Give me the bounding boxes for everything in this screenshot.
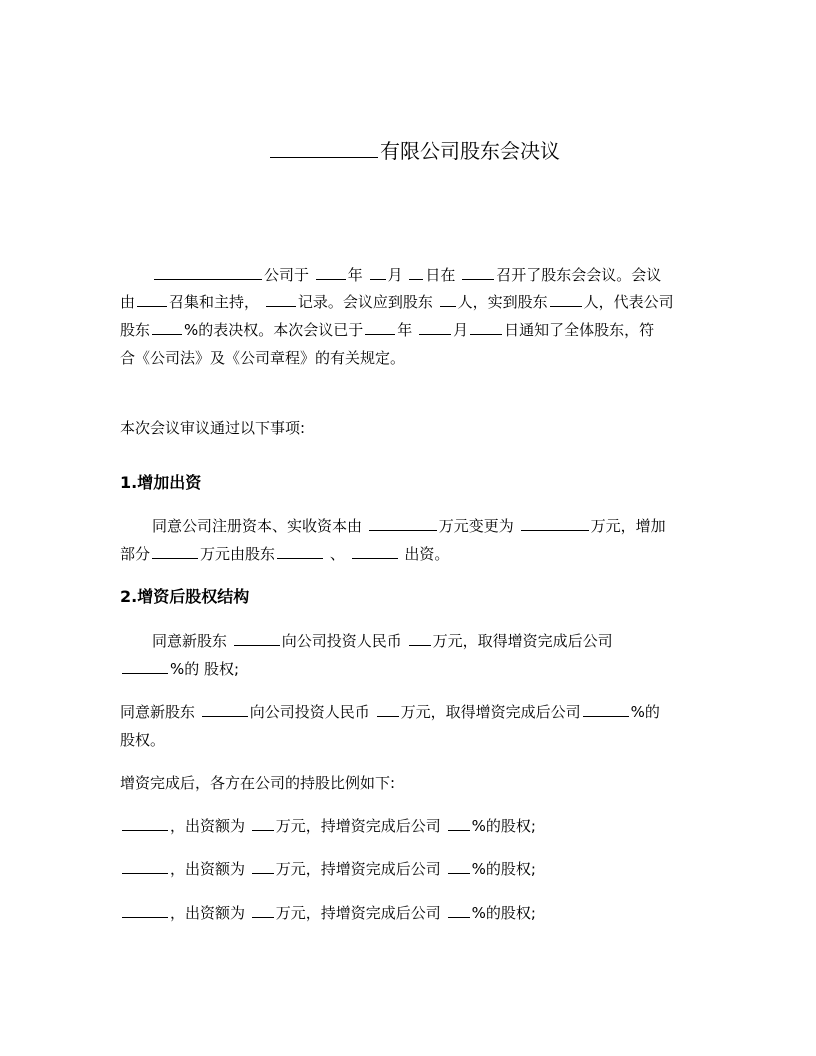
shareholding-row-2: ，出资额为 万元，持增资完成后公司 %的股权; — [120, 855, 536, 883]
section-1-line-1: 同意公司注册资本、实收资本由 万元变更为 万元，增加 — [152, 517, 666, 535]
blank — [377, 702, 399, 717]
section-1-heading: 1.增加出资 — [120, 473, 202, 492]
shareholding-row-1: ，出资额为 万元，持增资完成后公司 %的股权; — [120, 812, 536, 840]
blank — [409, 631, 431, 646]
blank — [234, 631, 280, 646]
section-2-heading: 2.增资后股权结构 — [120, 587, 250, 606]
intro-line: 本次会议审议通过以下事项: — [120, 419, 306, 437]
blank — [448, 903, 470, 918]
section-2-line-2: %的 股权; — [120, 655, 239, 683]
blank — [252, 816, 274, 831]
meeting-paragraph-line-1: 公司于 年 月 日在 召开了股东会会议。会议 — [120, 261, 661, 289]
blank — [316, 265, 346, 280]
blank — [419, 320, 451, 335]
blank — [448, 859, 470, 874]
blank — [550, 292, 582, 307]
blank — [122, 903, 168, 918]
blank — [440, 292, 456, 307]
meeting-paragraph-line-3: 股东 %的表决权。本次会议已于 年 月 日通知了全体股东，符 — [120, 321, 655, 339]
blank — [152, 320, 182, 335]
blank — [152, 544, 198, 559]
blank — [252, 859, 274, 874]
blank — [352, 544, 398, 559]
blank — [369, 516, 437, 531]
section-2-line-1: 同意新股东 向公司投资人民币 万元，取得增资完成后公司 — [152, 632, 613, 650]
blank — [122, 659, 168, 674]
meeting-paragraph-line-4: 合《公司法》及《公司章程》的有关规定。 — [120, 349, 406, 367]
blank — [365, 320, 395, 335]
blank — [252, 903, 274, 918]
section-2-line-3: 同意新股东 向公司投资人民币 万元，取得增资完成后公司 %的 — [120, 703, 660, 721]
blank — [266, 292, 296, 307]
company-name-blank — [270, 143, 378, 158]
blank — [462, 265, 494, 280]
document-title: 有限公司股东会决议 — [268, 136, 560, 166]
shareholding-row-3: ，出资额为 万元，持增资完成后公司 %的股权; — [120, 899, 536, 927]
blank — [448, 816, 470, 831]
blank — [122, 859, 168, 874]
section-2-line-4: 股权。 — [120, 731, 166, 749]
blank — [409, 265, 423, 280]
section-1-line-2: 部分 万元由股东 、 出资。 — [120, 545, 450, 563]
blank — [277, 544, 323, 559]
blank — [154, 265, 262, 280]
blank — [583, 702, 629, 717]
meeting-paragraph-line-2: 由 召集和主持， 记录。会议应到股东 人，实到股东 人，代表公司 — [120, 293, 674, 311]
blank — [470, 320, 502, 335]
blank — [137, 292, 167, 307]
blank — [370, 265, 386, 280]
blank — [521, 516, 589, 531]
blank — [122, 816, 168, 831]
blank — [202, 702, 248, 717]
section-2-line-5: 增资完成后，各方在公司的持股比例如下: — [120, 774, 396, 792]
